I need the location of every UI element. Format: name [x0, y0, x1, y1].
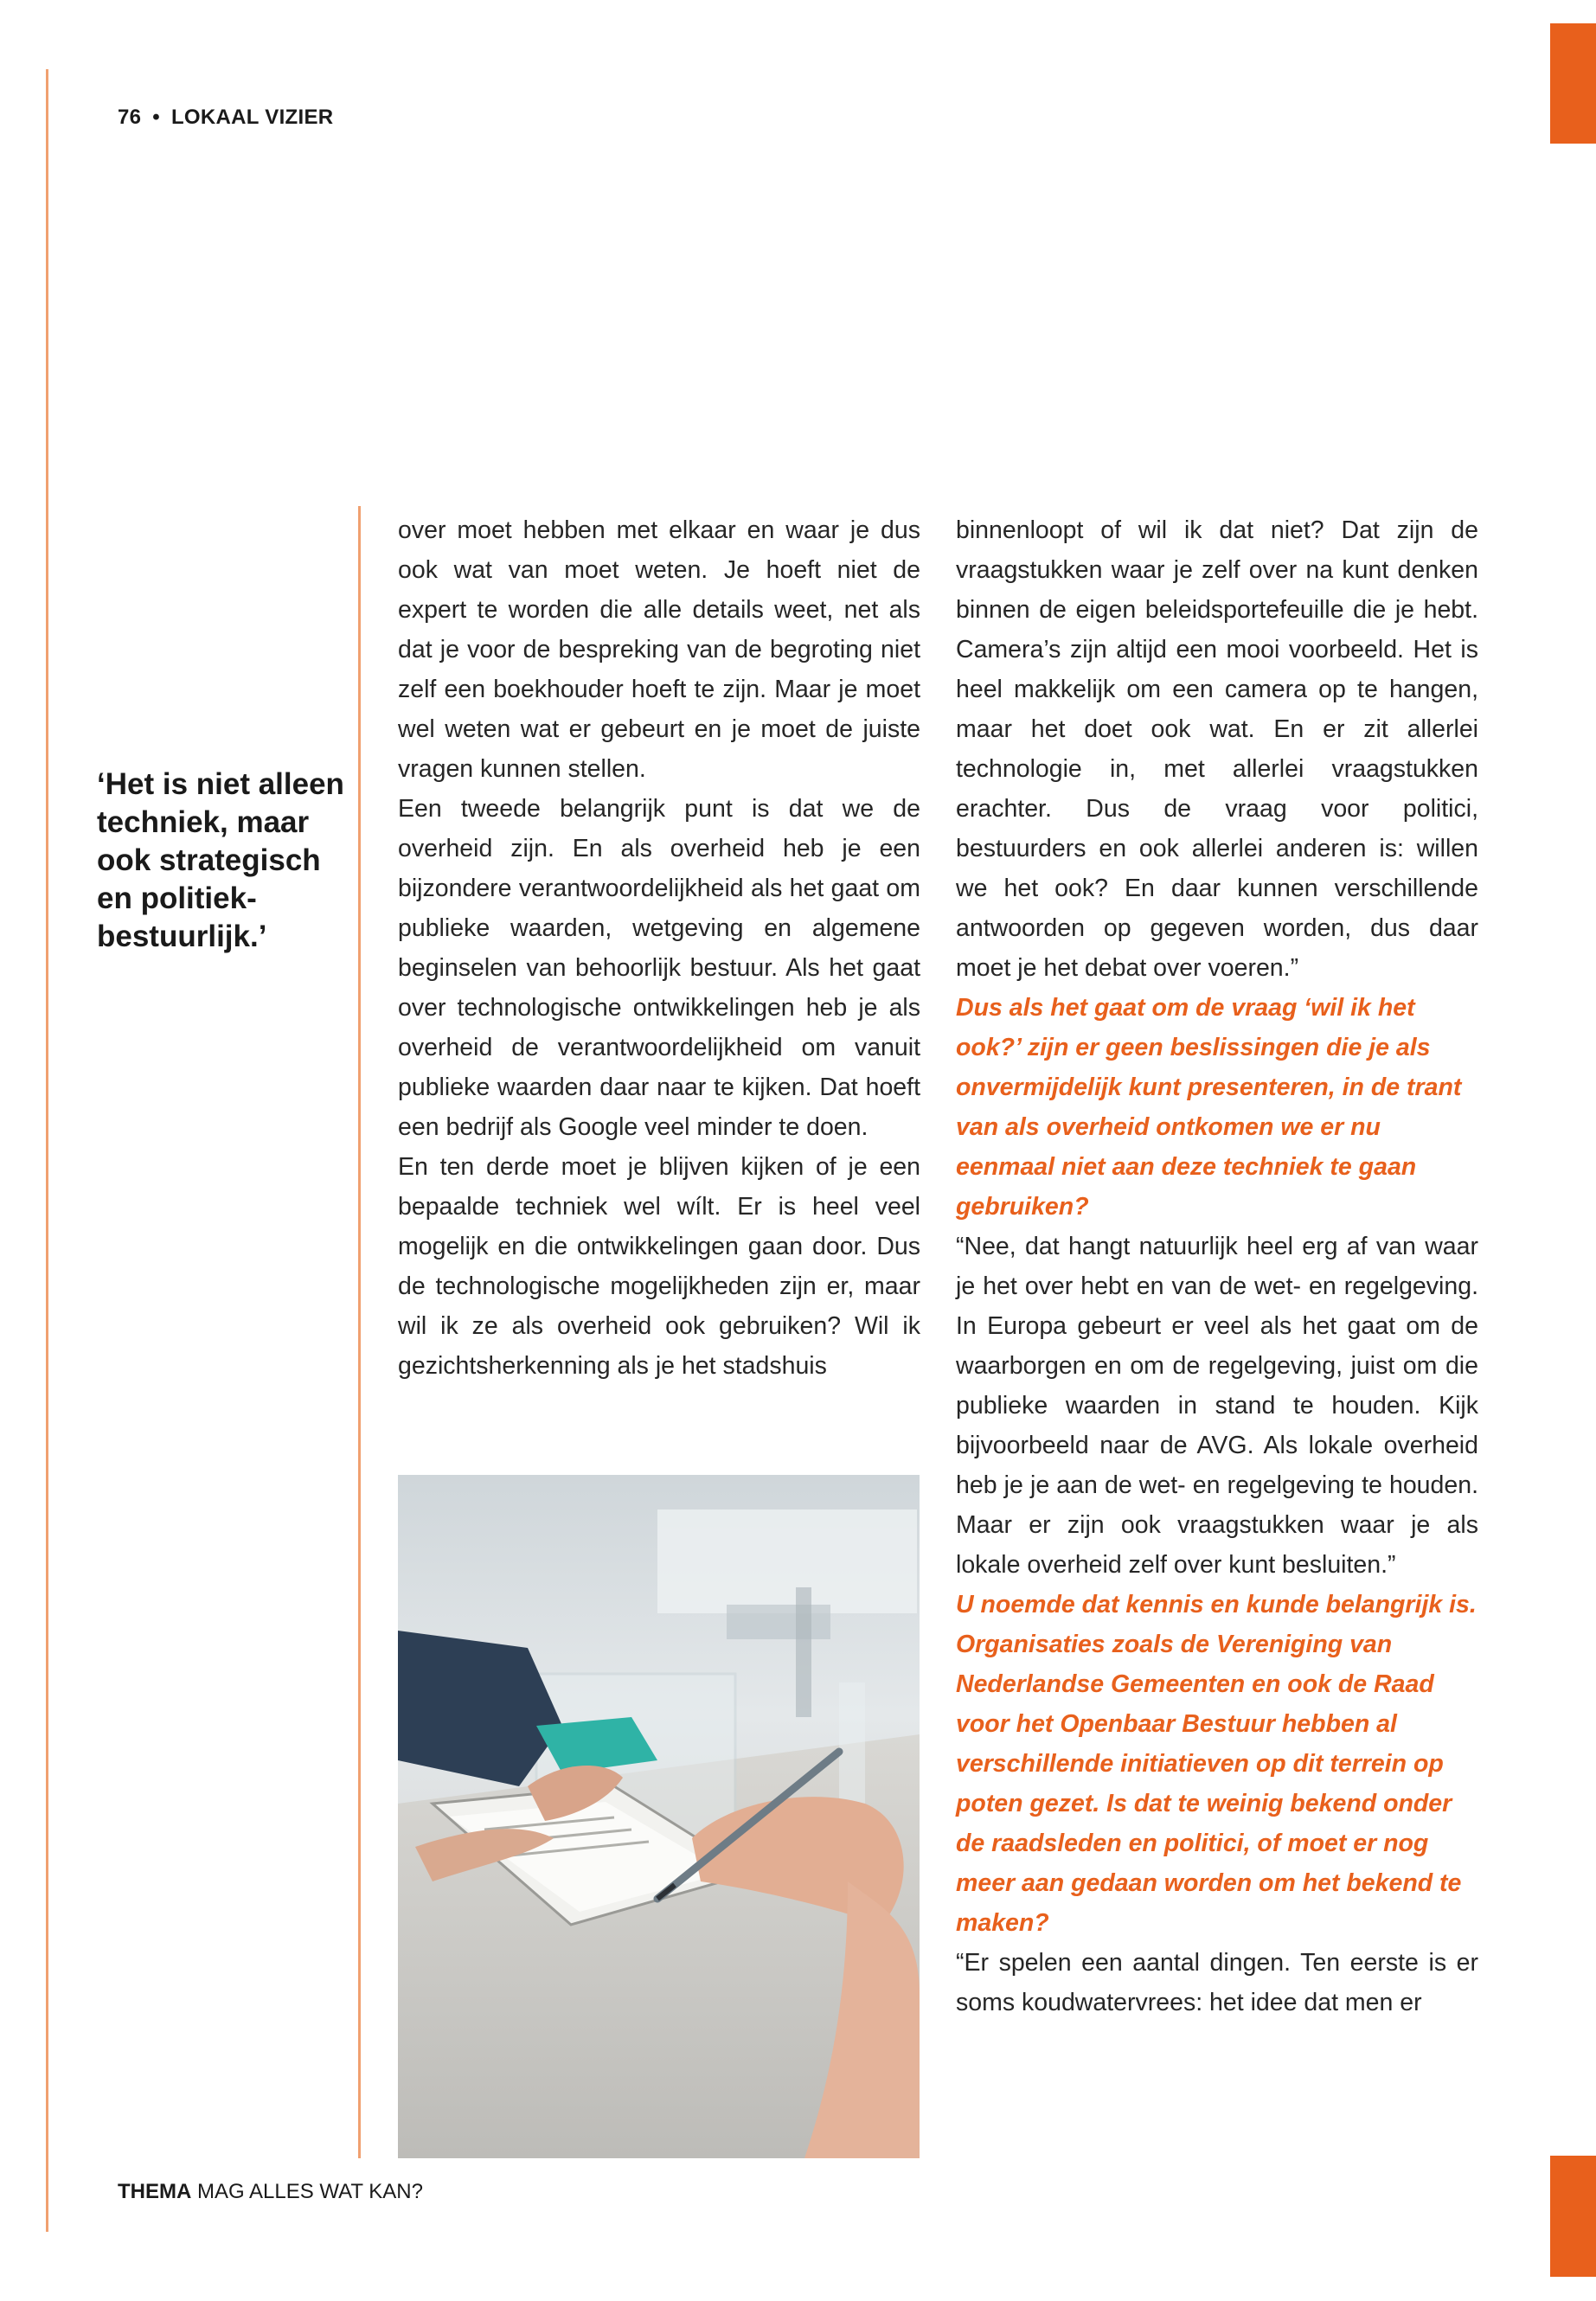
- orange-page-tab-bottom: [1550, 2156, 1596, 2277]
- interview-answer: “Nee, dat hangt natuurlijk heel erg af van waar je het over hebt en van de wet- en regelgeving. In Europa gebeurt er veel als het gaat om de waarborgen en om de regelgeving, juist om die publieke waarden in stand te houden. Kijk bijvoorbeeld naar de AVG. Als lokale overheid heb je je aan de wet- en regelgeving te houden. Maar er zijn ook vraagstukken waar je als lokale overheid zelf over kunt besluiten.”: [956, 1233, 1478, 1579]
- running-header: [118, 106, 333, 130]
- interview-answer: “Er spelen een aantal dingen. Ten eerste is er soms koudwatervrees: het idee dat men er: [956, 1949, 1478, 2016]
- pull-quote: ‘Het is niet alleen techniek, maar ook strategisch en politiek-bestuurlijk.’: [97, 767, 344, 953]
- interview-question: Dus als het gaat om de vraag ‘wil ik het ook?’ zijn er geen beslissingen die je als onvermijdelijk kunt presenteren, in de trant van als overheid ontkomen we er nu eenmaal niet aan deze techniek te gaan gebruiken?: [956, 994, 1462, 1221]
- article-column-1: [398, 510, 920, 1386]
- paragraph: binnenloopt of wil ik dat niet? Dat zijn de vraagstukken waar je zelf over na kunt denken binnen de eigen beleidsportefeuille die je hebt. Camera’s zijn altijd een mooi voorbeeld. Het is heel makkelijk om een camera op te hangen, maar het doet ook wat. En er zit allerlei technologie in, met allerlei vraagstukken erachter. Dus de vraag voor politici, bestuurders en ook allerlei anderen is: willen we het ook? En daar kunnen verschillende antwoorden op gegeven worden, dus daar moet je het debat over voeren.”: [956, 516, 1478, 982]
- magazine-title: LOKAAL VIZIER: [170, 106, 334, 129]
- page-number: 76: [118, 106, 142, 129]
- footer-section: THEMA: [118, 2180, 192, 2203]
- article-photo-signing-document: [398, 1475, 920, 2158]
- interview-question: U noemde dat kennis en kunde belangrijk is. Organisaties zoals de Vereniging van Nederlandse Gemeenten en ook de Raad voor het Openbaar Bestuur hebben al verschillende initiatieven op dit terrein op poten gezet. Is dat te weinig bekend onder de raadsleden en politici, of moet er nog meer aan gedaan worden om het bekend te maken?: [956, 1591, 1477, 1937]
- footer-title: MAG ALLES WAT KAN?: [197, 2180, 423, 2203]
- left-margin-rule: [46, 69, 48, 2232]
- header-separator: •: [152, 106, 160, 129]
- paragraph: Een tweede belangrijk punt is dat we de overheid zijn. En als overheid heb je een bijzondere verantwoordelijkheid als het gaat om publieke waarden, wetgeving en algemene beginselen van behoorlijk bestuur. Als het gaat over technologische ontwikkelingen heb je als overheid de verantwoordelijkheid om vanuit publieke waarden daar naar te kijken. Dat hoeft een bedrijf als Google veel minder te doen.: [398, 795, 920, 1141]
- orange-page-tab-top: [1550, 23, 1596, 144]
- paragraph: En ten derde moet je blijven kijken of je een bepaalde techniek wel wílt. Er is heel veel mogelijk en die ontwikkelingen gaan door. Dus de technologische mogelijkheden zijn er, maar wil ik ze als overheid ook gebruiken? Wil ik gezichtsherkenning als je het stadshuis: [398, 1153, 920, 1380]
- photo-illustration: [398, 1475, 920, 2158]
- pull-quote-divider: [358, 506, 361, 2158]
- article-column-2: [956, 510, 1478, 2022]
- running-footer: [118, 2180, 423, 2204]
- paragraph: over moet hebben met elkaar en waar je dus ook wat van moet weten. Je hoeft niet de expert te worden die alle details weet, net als dat je voor de bespreking van de begroting niet zelf een boekhouder hoeft te zijn. Maar je moet wel weten wat er gebeurt en je moet de juiste vragen kunnen stellen.: [398, 516, 920, 783]
